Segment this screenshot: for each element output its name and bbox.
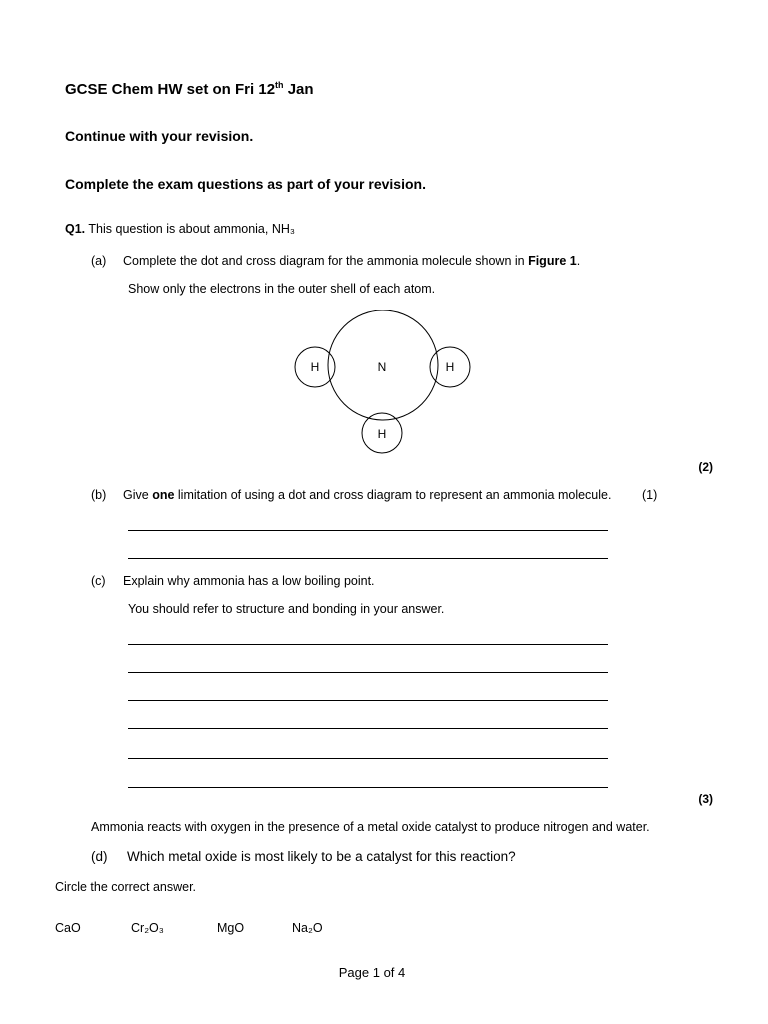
atom-label-h-bottom: H — [377, 427, 387, 441]
answer-line-c1[interactable] — [128, 644, 608, 645]
answer-option-cao[interactable]: CaO — [55, 921, 81, 935]
q1d-instruction: Circle the correct answer. — [55, 880, 197, 894]
reaction-context: Ammonia reacts with oxygen in the presence of a metal oxide catalyst to produce nitrogen and water. — [91, 820, 650, 834]
heading-exam-questions: Complete the exam questions as part of your revision. — [65, 176, 426, 192]
q1b-label: (b) — [91, 488, 107, 502]
page-title: GCSE Chem HW set on Fri 12th Jan — [65, 80, 314, 98]
q1c-marks: (3) — [698, 792, 713, 806]
answer-line-c5[interactable] — [128, 758, 608, 759]
q1d-label: (d) — [91, 849, 108, 864]
q1c-instruction: You should refer to structure and bonding in your answer. — [128, 602, 445, 616]
q1b-text: Give one limitation of using a dot and cross diagram to represent an ammonia molecule. — [123, 488, 612, 502]
q1-intro: Q1. This question is about ammonia, NH₃ — [65, 222, 295, 236]
ammonia-dot-cross-diagram — [290, 310, 480, 458]
answer-option-cr2o3[interactable]: Cr₂O₃ — [131, 921, 164, 935]
answer-line-c3[interactable] — [128, 700, 608, 701]
q1a-label: (a) — [91, 254, 107, 268]
answer-line-c2[interactable] — [128, 672, 608, 673]
answer-line-c4[interactable] — [128, 728, 608, 729]
q1c-text: Explain why ammonia has a low boiling point. — [123, 574, 375, 588]
q1a-instruction: Show only the electrons in the outer shell of each atom. — [128, 282, 436, 296]
q1a-marks: (2) — [698, 460, 713, 474]
atom-label-n: N — [377, 360, 387, 374]
q1a-text: Complete the dot and cross diagram for the ammonia molecule shown in Figure 1. — [123, 254, 581, 268]
answer-line-c6[interactable] — [128, 787, 608, 788]
q1d-text: Which metal oxide is most likely to be a catalyst for this reaction? — [127, 849, 516, 864]
heading-revision: Continue with your revision. — [65, 128, 254, 144]
answer-option-mgo[interactable]: MgO — [217, 921, 245, 935]
answer-line-b2[interactable] — [128, 558, 608, 559]
answer-option-na2o[interactable]: Na₂O — [292, 921, 323, 935]
answer-line-b1[interactable] — [128, 530, 608, 531]
atom-label-h-left: H — [310, 360, 320, 374]
q1b-marks: (1) — [642, 488, 658, 502]
q1c-label: (c) — [91, 574, 106, 588]
atom-label-h-right: H — [445, 360, 455, 374]
page-number: Page 1 of 4 — [338, 965, 406, 980]
